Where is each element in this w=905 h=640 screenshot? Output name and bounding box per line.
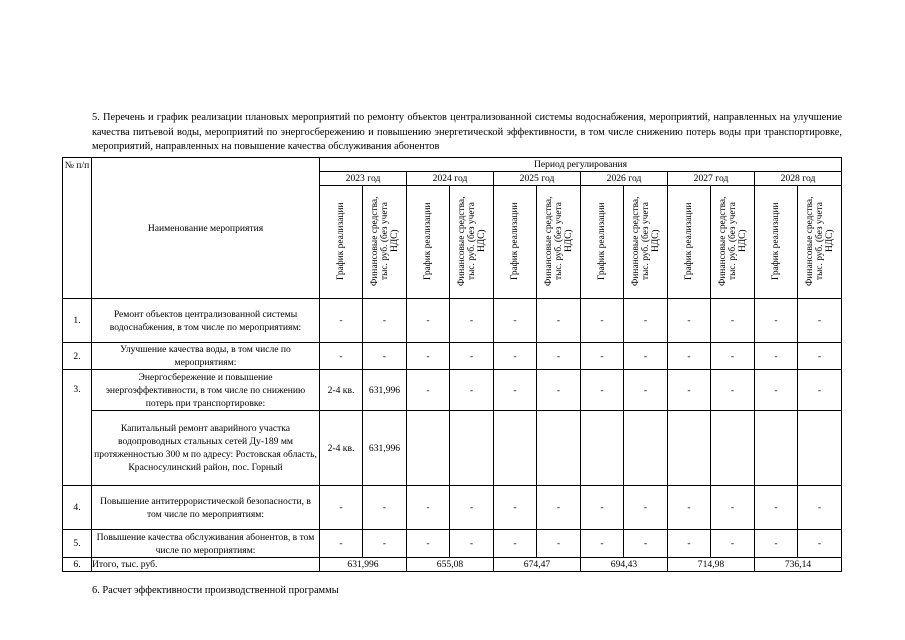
table-cell: -: [668, 530, 711, 558]
finance-subheader: Финансовые средства, тыс. руб. (без учета НДС): [798, 186, 842, 299]
total-value: 631,996: [320, 558, 407, 572]
schedule-subheader: График реализации: [407, 186, 450, 299]
table-cell: -: [798, 530, 842, 558]
row-number: 2.: [63, 343, 92, 370]
table-cell: -: [450, 343, 494, 370]
row-name: Повышение качества обслуживания абонентов, в том числе по мероприятиям:: [92, 530, 320, 558]
row-number: 6.: [63, 558, 92, 572]
row-name: Улучшение качества воды, в том числе по мероприятиям:: [92, 343, 320, 370]
table-cell: -: [581, 343, 624, 370]
year-header: 2023 год: [320, 172, 407, 186]
total-row: [63, 558, 842, 572]
row-number: 4.: [63, 486, 92, 530]
table-row: [63, 411, 842, 486]
table-cell: -: [407, 370, 450, 411]
table-cell: -: [624, 299, 668, 343]
finance-subheader: Финансовые средства, тыс. руб. (без учета НДС): [537, 186, 581, 299]
schedule-subheader: График реализации: [668, 186, 711, 299]
row-number: 5.: [63, 530, 92, 558]
year-header: 2024 год: [407, 172, 494, 186]
year-header: 2026 год: [581, 172, 668, 186]
section-6-heading: 6. Расчет эффективности производственной программы: [92, 585, 339, 596]
table-cell: [450, 411, 494, 486]
plan-table: [62, 157, 842, 572]
schedule-subheader: График реализации: [320, 186, 363, 299]
table-cell: [407, 411, 450, 486]
table-cell: -: [711, 343, 755, 370]
row-name: Капитальный ремонт аварийного участка водопроводных стальных сетей Ду-189 мм протяженностью 300 м по адресу: Ростовская область, Красносулинский район, пос. Горный: [92, 411, 320, 486]
finance-subheader: Финансовые средства, тыс. руб. (без учета НДС): [450, 186, 494, 299]
table-cell: [537, 411, 581, 486]
year-header: 2028 год: [755, 172, 842, 186]
table-cell: -: [537, 530, 581, 558]
table-cell: -: [450, 370, 494, 411]
table-cell: -: [450, 299, 494, 343]
table-cell: -: [711, 530, 755, 558]
table-cell: -: [798, 486, 842, 530]
finance-subheader: Финансовые средства, тыс. руб. (без учета НДС): [624, 186, 668, 299]
finance-subheader: Финансовые средства, тыс. руб. (без учета НДС): [363, 186, 407, 299]
table-cell: -: [450, 530, 494, 558]
total-value: 736,14: [755, 558, 842, 572]
table-cell: -: [320, 486, 363, 530]
table-cell: [711, 411, 755, 486]
table-cell: 2-4 кв.: [320, 411, 363, 486]
table-cell: -: [407, 486, 450, 530]
table-cell: [668, 411, 711, 486]
table-cell: -: [624, 486, 668, 530]
table-cell: -: [755, 530, 798, 558]
period-header: Период регулирования: [320, 158, 842, 172]
table-cell: [494, 411, 537, 486]
table-cell: [581, 411, 624, 486]
table-row: [63, 370, 842, 411]
table-cell: -: [711, 486, 755, 530]
total-label: Итого, тыс. руб.: [92, 558, 320, 572]
table-cell: 631,996: [363, 411, 407, 486]
table-cell: -: [494, 370, 537, 411]
table-cell: -: [624, 343, 668, 370]
table-cell: -: [798, 370, 842, 411]
table-cell: -: [363, 486, 407, 530]
table-cell: 2-4 кв.: [320, 370, 363, 411]
table-cell: -: [450, 486, 494, 530]
schedule-subheader: График реализации: [581, 186, 624, 299]
row-number: 1.: [63, 299, 92, 343]
table-cell: -: [668, 370, 711, 411]
table-cell: -: [668, 486, 711, 530]
table-row: [63, 343, 842, 370]
col-number-header: [63, 158, 92, 299]
table-cell: -: [711, 299, 755, 343]
table-cell: -: [407, 343, 450, 370]
table-cell: -: [407, 530, 450, 558]
table-cell: -: [537, 299, 581, 343]
table-cell: -: [494, 486, 537, 530]
year-header: 2025 год: [494, 172, 581, 186]
table-cell: -: [624, 530, 668, 558]
table-cell: -: [363, 530, 407, 558]
col-name-label: Наименование мероприятия: [147, 222, 264, 234]
table-cell: -: [581, 486, 624, 530]
table-cell: -: [494, 530, 537, 558]
schedule-subheader: График реализации: [494, 186, 537, 299]
col-number-label: № п/п: [64, 160, 90, 171]
total-value: 694,43: [581, 558, 668, 572]
table-cell: -: [581, 530, 624, 558]
section-5-heading: 5. Перечень и график реализации плановых мероприятий по ремонту объектов централизованной системы водоснабжения, мероприятий, направленных на улучшение качества питьевой воды, мероприятий по энергосбережению и повышению энергетической эффективности, в том числе снижению потерь воды при транспортировке, мероприятий, направленных на повышение качества обслуживания абонентов: [92, 112, 842, 152]
row-name: Повышение антитеррористической безопасности, в том числе по мероприятиям:: [92, 486, 320, 530]
table-cell: -: [755, 343, 798, 370]
table-cell: -: [320, 343, 363, 370]
table-cell: -: [581, 370, 624, 411]
row-name: Ремонт объектов централизованной системы водоснабжения, в том числе по мероприятиям:: [92, 299, 320, 343]
table-cell: -: [798, 343, 842, 370]
total-value: 674,47: [494, 558, 581, 572]
table-cell: -: [624, 370, 668, 411]
table-cell: -: [407, 299, 450, 343]
table-cell: -: [755, 370, 798, 411]
table-cell: -: [363, 299, 407, 343]
schedule-subheader: График реализации: [755, 186, 798, 299]
table-cell: 631,996: [363, 370, 407, 411]
table-cell: -: [668, 343, 711, 370]
table-cell: -: [537, 486, 581, 530]
table-cell: -: [320, 299, 363, 343]
finance-subheader: Финансовые средства, тыс. руб. (без учета НДС): [711, 186, 755, 299]
row-name: Энергосбережение и повышение энергоэффективности, в том числе по снижению потерь при транспортировке:: [92, 370, 320, 411]
year-header: 2027 год: [668, 172, 755, 186]
table-cell: -: [363, 343, 407, 370]
table-cell: -: [755, 299, 798, 343]
table-cell: -: [668, 299, 711, 343]
table-row: [63, 530, 842, 558]
total-value: 714,98: [668, 558, 755, 572]
table-cell: -: [755, 486, 798, 530]
table-cell: -: [494, 343, 537, 370]
total-value: 655,08: [407, 558, 494, 572]
table-cell: -: [320, 530, 363, 558]
table-cell: -: [711, 370, 755, 411]
table-cell: -: [537, 343, 581, 370]
table-cell: [755, 411, 798, 486]
table-cell: -: [581, 299, 624, 343]
table-cell: [624, 411, 668, 486]
table-cell: -: [494, 299, 537, 343]
table-cell: -: [798, 299, 842, 343]
col-name-header: [92, 158, 320, 299]
row-number: 3.: [63, 370, 92, 486]
table-cell: -: [537, 370, 581, 411]
table-row: [63, 299, 842, 343]
table-row: [63, 486, 842, 530]
table-cell: [798, 411, 842, 486]
